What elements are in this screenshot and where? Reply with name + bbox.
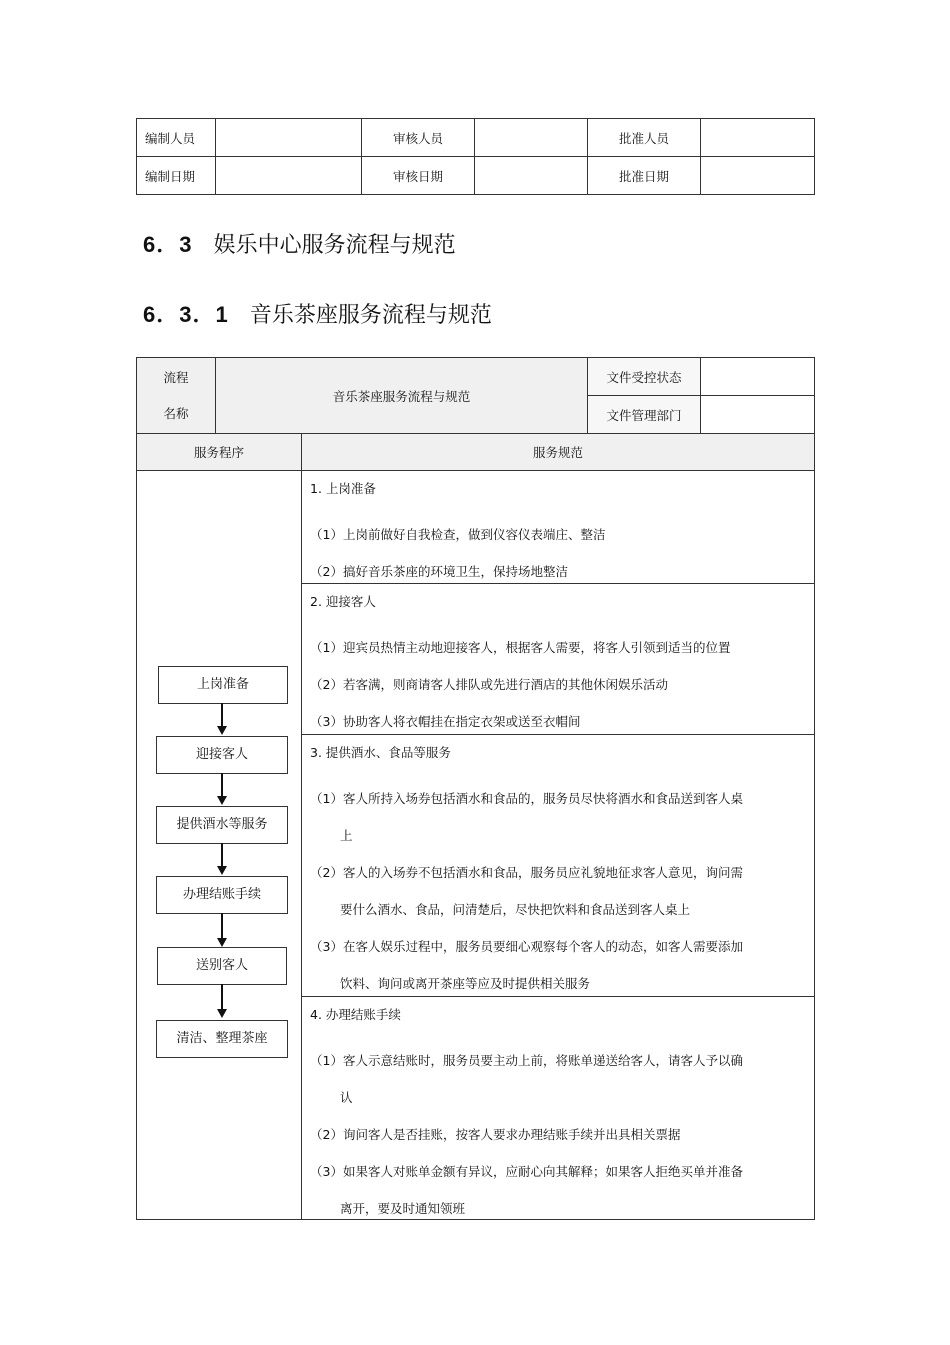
process-label-2: 名称 xyxy=(163,405,189,421)
section-line: 认 xyxy=(340,1090,353,1105)
flow-arrow xyxy=(221,984,223,1010)
approval-row-1 xyxy=(137,119,815,157)
section-line: 离开，要及时通知领班 xyxy=(340,1201,466,1216)
col-standard-header: 服务规范 xyxy=(302,434,815,471)
flow-arrow xyxy=(221,843,223,867)
section-line: （1）客人所持入场券包括酒水和食品的，服务员尽快将酒水和食品送到客人桌 xyxy=(310,791,743,806)
section-line: （2）询问客人是否挂账，按客人要求办理结账手续并出具相关票据 xyxy=(310,1127,681,1142)
status-label: 文件受控状态 xyxy=(588,358,701,396)
arrow-down-icon xyxy=(217,1009,227,1018)
body-row xyxy=(137,471,815,1220)
flow-arrow xyxy=(221,703,223,727)
section-line: （3）协助客人将衣帽挂在指定衣架或送至衣帽间 xyxy=(310,714,581,729)
flow-arrow xyxy=(221,773,223,797)
section-1 xyxy=(302,471,814,584)
preparer-label: 编制人员 xyxy=(137,119,216,157)
approver-label: 批准人员 xyxy=(588,119,701,157)
review-date-value xyxy=(475,157,588,195)
section-line: 上 xyxy=(340,828,353,843)
section-line: （1）迎宾员热情主动地迎接客人，根据客人需要，将客人引领到适当的位置 xyxy=(310,640,731,655)
process-name-label-cell xyxy=(137,358,216,434)
process-name-value: 音乐茶座服务流程与规范 xyxy=(216,358,588,434)
section-line: （2）若客满，则商请客人排队或先进行酒店的其他休闲娱乐活动 xyxy=(310,677,668,692)
section-3 xyxy=(302,735,814,997)
flow-step-on-duty-prep: 上岗准备 xyxy=(158,666,288,704)
status-value xyxy=(701,358,815,396)
flow-step-serve-drinks: 提供酒水等服务 xyxy=(156,806,288,844)
col-procedure-header: 服务程序 xyxy=(137,434,302,471)
section-line: （3）在客人娱乐过程中，服务员要细心观察每个客人的动态，如客人需要添加 xyxy=(310,939,743,954)
column-header-row xyxy=(137,434,815,471)
approver-value xyxy=(701,119,815,157)
flowchart-cell xyxy=(137,471,302,1220)
section-title: 2. 迎接客人 xyxy=(310,594,376,609)
arrow-down-icon xyxy=(217,796,227,805)
prepare-date-label: 编制日期 xyxy=(137,157,216,195)
arrow-down-icon xyxy=(217,866,227,875)
heading-number: 6．3．1 xyxy=(143,302,229,327)
approve-date-label: 批准日期 xyxy=(588,157,701,195)
dept-label: 文件管理部门 xyxy=(588,396,701,434)
flow-step-see-off: 送别客人 xyxy=(157,947,287,985)
section-line: （1）上岗前做好自我检查，做到仪容仪表端庄、整洁 xyxy=(310,527,606,542)
preparer-value xyxy=(216,119,362,157)
section-2 xyxy=(302,584,814,735)
flow-step-checkout: 办理结账手续 xyxy=(156,876,288,914)
process-label-1: 流程 xyxy=(163,369,189,385)
heading-section-6-3 xyxy=(143,228,456,259)
heading-title: 娱乐中心服务流程与规范 xyxy=(213,233,456,258)
service-process-table xyxy=(136,357,815,1220)
header-row-1 xyxy=(137,358,815,396)
section-line: （1）客人示意结账时，服务员要主动上前，将账单递送给客人，请客人予以确 xyxy=(310,1053,743,1068)
standards-cell xyxy=(302,471,815,1220)
section-line: （3）如果客人对账单金额有异议，应耐心向其解释；如果客人拒绝买单并准备 xyxy=(310,1164,743,1179)
section-title: 1. 上岗准备 xyxy=(310,481,376,496)
review-date-label: 审核日期 xyxy=(362,157,475,195)
heading-title: 音乐茶座服务流程与规范 xyxy=(249,303,492,328)
section-line: 饮料、询问或离开茶座等应及时提供相关服务 xyxy=(340,976,591,991)
dept-value xyxy=(701,396,815,434)
approval-row-2 xyxy=(137,157,815,195)
section-line: （2）客人的入场券不包括酒水和食品，服务员应礼貌地征求客人意见，询问需 xyxy=(310,865,743,880)
heading-number: 6．3 xyxy=(143,232,193,257)
prepare-date-value xyxy=(216,157,362,195)
arrow-down-icon xyxy=(217,938,227,947)
flow-step-greet-guests: 迎接客人 xyxy=(156,736,288,774)
section-line: 要什么酒水、食品，问清楚后，尽快把饮料和食品送到客人桌上 xyxy=(340,902,691,917)
reviewer-value xyxy=(475,119,588,157)
approval-table xyxy=(136,118,815,195)
approve-date-value xyxy=(701,157,815,195)
flow-step-clean-tables: 清洁、整理茶座 xyxy=(156,1020,288,1058)
section-line: （2）搞好音乐茶座的环境卫生，保持场地整洁 xyxy=(310,564,568,579)
arrow-down-icon xyxy=(217,726,227,735)
section-title: 4. 办理结账手续 xyxy=(310,1007,401,1022)
reviewer-label: 审核人员 xyxy=(362,119,475,157)
flow-arrow xyxy=(221,913,223,939)
section-4 xyxy=(302,997,814,1219)
section-title: 3. 提供酒水、食品等服务 xyxy=(310,745,451,760)
heading-section-6-3-1 xyxy=(143,298,492,329)
